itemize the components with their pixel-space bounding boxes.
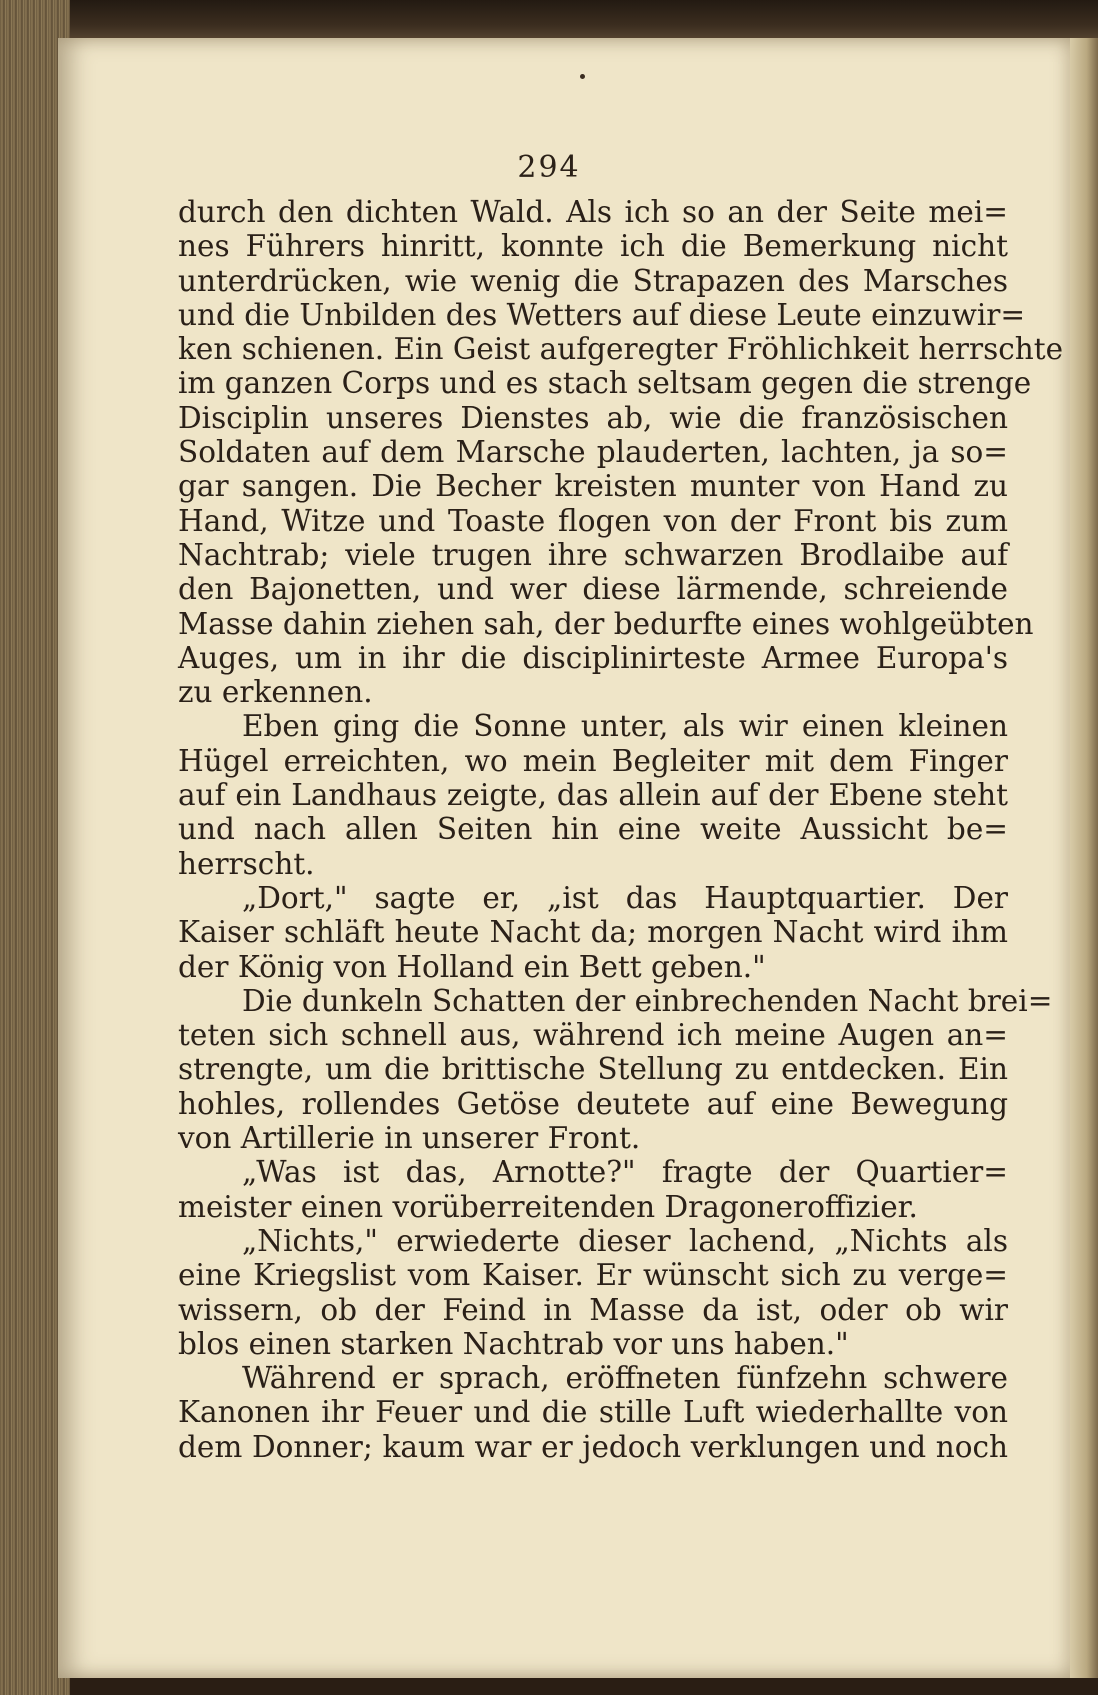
text-line: strengte, um die brittische Stellung zu entdecken. Ein [178, 1052, 1008, 1087]
text-line: dem Donner; kaum war er jedoch verklungen und noch [178, 1429, 1008, 1464]
text-line: im ganzen Corps und es stach seltsam gegen die strenge [178, 366, 1032, 401]
text-line: „Was ist das, Arnotte?" fragte der Quartier= [242, 1155, 1008, 1190]
print-speck [580, 74, 585, 79]
text-line: Hand, Witze und Toaste flogen von der Front bis zum [178, 503, 1008, 538]
body-text [178, 195, 1064, 1464]
text-line: zu erkennen. [178, 675, 373, 710]
text-line: Während er sprach, eröffneten fünfzehn schwere [242, 1361, 1008, 1396]
text-line: Soldaten auf dem Marsche plauderten, lachten, ja so= [178, 435, 1008, 470]
text-line: meister einen vorüberreitenden Dragoneroffizier. [178, 1189, 918, 1224]
text-line: blos einen starken Nachtrab vor uns haben." [178, 1326, 849, 1361]
text-line: „Dort," sagte er, „ist das Hauptquartier. Der [242, 880, 1008, 915]
text-line: Hügel erreichten, wo mein Begleiter mit dem Finger [178, 743, 1008, 778]
text-line: der König von Holland ein Bett geben." [178, 949, 766, 984]
text-line: durch den dichten Wald. Als ich so an der Seite mei= [178, 195, 1008, 229]
text-line: Kanonen ihr Feuer und die stille Luft wiederhallte von [178, 1395, 1008, 1430]
text-line: den Bajonetten, und wer diese lärmende, schreiende [178, 572, 1008, 607]
text-line: wissern, ob der Feind in Masse da ist, oder ob wir [178, 1292, 1008, 1327]
text-line: und nach allen Seiten hin eine weite Aussicht be= [178, 812, 1008, 847]
page-number: 294 [517, 150, 581, 185]
text-line: herrscht. [178, 846, 315, 881]
text-line: nes Führers hinritt, konnte ich die Bemerkung nicht [178, 229, 1008, 264]
book-top-edge [0, 0, 1098, 42]
text-line: Die dunkeln Schatten der einbrechenden Nacht brei= [242, 983, 1053, 1018]
book-page-edge-right [1070, 38, 1098, 1678]
text-line: Eben ging die Sonne unter, als wir einen kleinen [242, 709, 1008, 744]
text-line: eine Kriegslist vom Kaiser. Er wünscht sich zu verge= [178, 1258, 1008, 1293]
text-line: Kaiser schläft heute Nacht da; morgen Nacht wird ihm [178, 915, 1008, 950]
text-line: „Nichts," erwiederte dieser lachend, „Nichts als [242, 1223, 1008, 1258]
text-line: hohles, rollendes Getöse deutete auf eine Bewegung [178, 1086, 1008, 1121]
text-line: von Artillerie in unserer Front. [178, 1121, 641, 1156]
text-line: und die Unbilden des Wetters auf diese Leute einzuwir= [178, 297, 1026, 332]
text-line: gar sangen. Die Becher kreisten munter von Hand zu [178, 469, 1008, 504]
text-line: teten sich schnell aus, während ich meine Augen an= [178, 1018, 1008, 1053]
text-line: auf ein Landhaus zeigte, das allein auf der Ebene steht [178, 778, 1008, 813]
text-line: Disciplin unseres Dienstes ab, wie die französischen [178, 400, 1008, 435]
text-line: Auges, um in ihr die disciplinirteste Armee Europa's [178, 640, 1008, 675]
text-line: Nachtrab; viele trugen ihre schwarzen Brodlaibe auf [178, 537, 1008, 572]
text-line: ken schienen. Ein Geist aufgeregter Fröhlichkeit herrschte [178, 332, 1064, 367]
text-line: unterdrücken, wie wenig die Strapazen des Marsches [178, 263, 1008, 298]
text-line: Masse dahin ziehen sah, der bedurfte eines wohlgeübten [178, 606, 1034, 641]
